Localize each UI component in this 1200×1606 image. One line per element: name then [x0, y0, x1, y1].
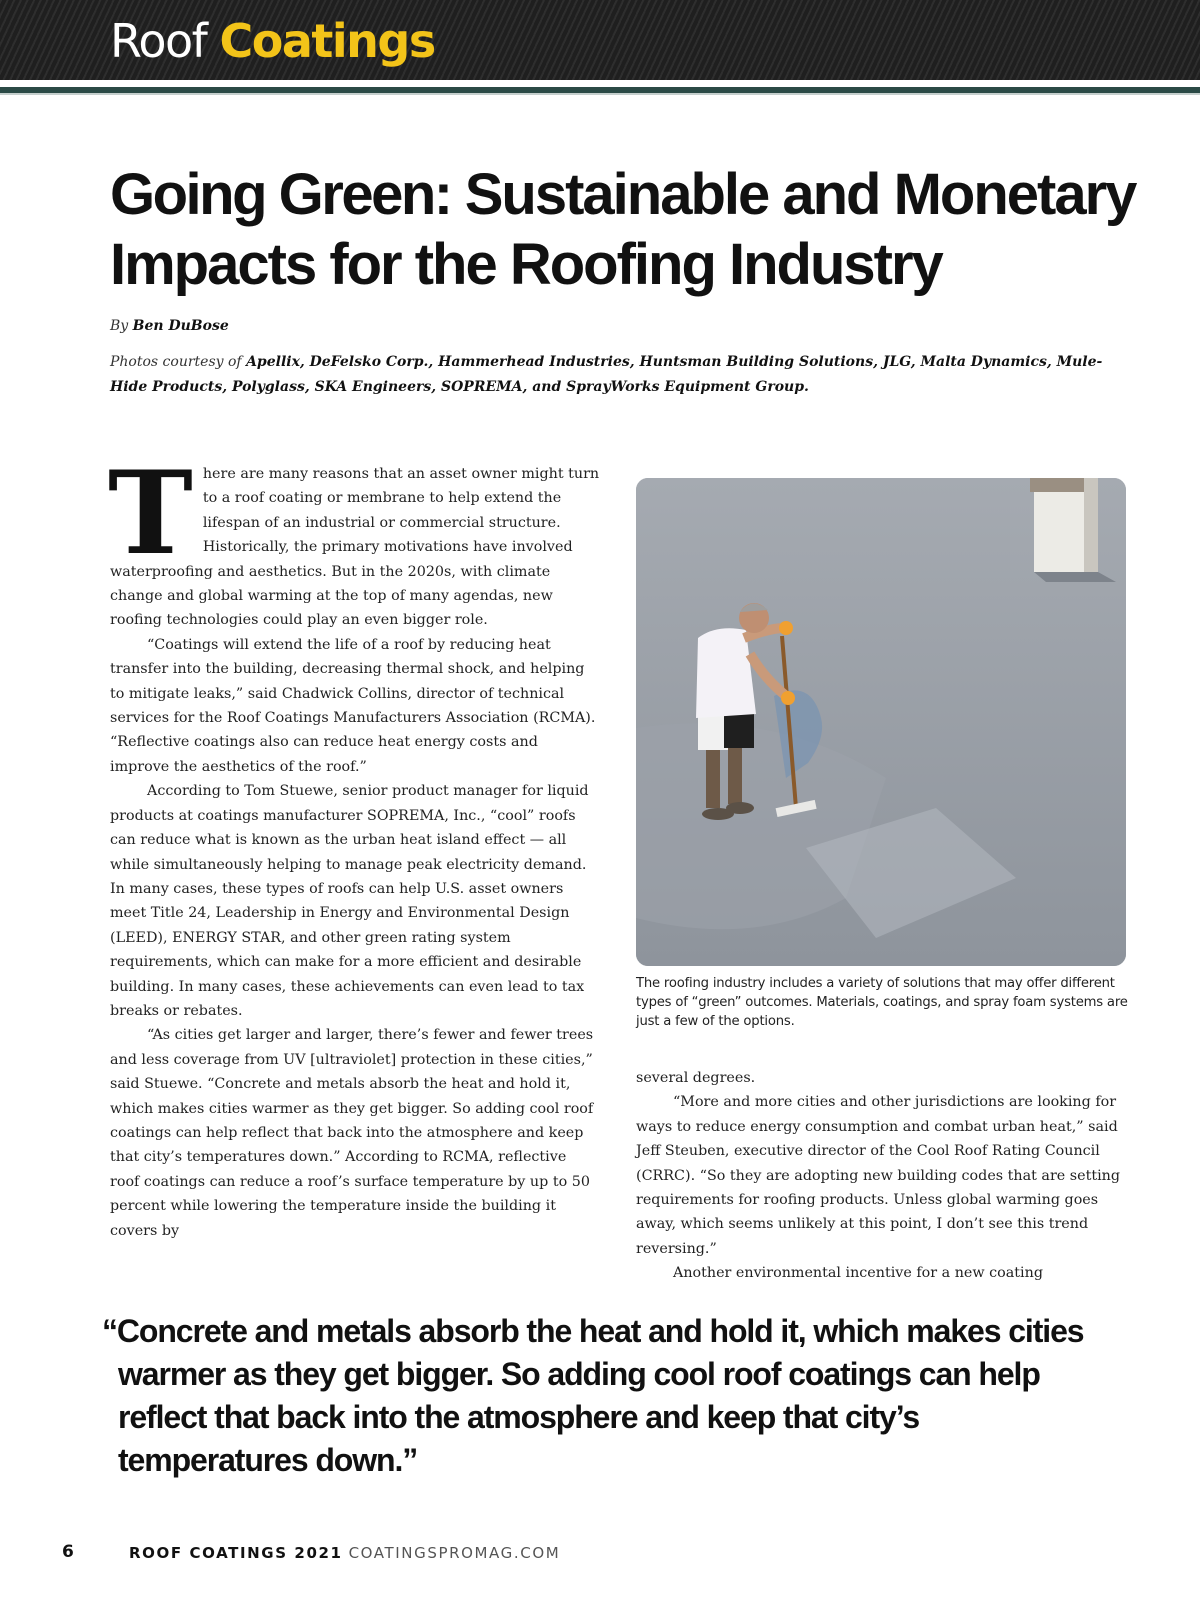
headline-rest: Sustainable and Monetary Impacts for the Roofing Industry	[110, 162, 1136, 297]
footer-issue: ROOF COATINGS 2021	[129, 1544, 343, 1562]
pull-quote: “Concrete and metals absorb the heat and hold it, which makes cities warmer as they get bigger. So adding cool roof coatings can help reflect that back into the atmosphere and keep that city’s temperatures down.”	[102, 1313, 1084, 1478]
body-paragraph: “More and more cities and other jurisdictions are looking for ways to reduce energy consumption and combat urban heat,” said Jeff Steuben, executive director of the Cool Roof Rating Council (CRRC). “So they are adopting new building codes that are setting requirements for roofing products. Unless global warming goes away, which seems unlikely at this point, I don’t see this trend reversing.”	[636, 1094, 1121, 1257]
roof-worker-photo	[636, 478, 1126, 966]
body-paragraph: “Coatings will extend the life of a roof by reducing heat transfer into the building, decreasing thermal shock, and helping to mitigate leaks,” said Chadwick Collins, director of technical services for the Roof Coatings Manufacturers Association (RCMA). “Reflective coatings also can reduce heat energy costs and improve the aesthetics of the roof.”	[110, 636, 596, 775]
paragraph-text: here are many reasons that an asset owner might turn to a roof coating or membrane to help extend the lifespan of an industrial or commercial structure. Historically, the primary motivations have involved waterproofing and aesthetics. But in the 2020s, with climate change and global warming at the top of many agendas, new roofing technologies could play an even bigger role.	[110, 466, 600, 629]
body-paragraph: Another environmental incentive for a new coating	[673, 1265, 1043, 1282]
body-column-left	[108, 446, 600, 1243]
photo-illustration	[636, 478, 1126, 966]
article-headline	[110, 160, 1170, 300]
body-paragraph: “As cities get larger and larger, there’s fewer and fewer trees and less coverage from UV [ultraviolet] protection in these cities,” said Stuewe. “Concrete and metals absorb the heat and hold it, which makes cities warmer as they get bigger. So adding cool roof coatings can help reflect that back into the atmosphere and keep that city’s temperatures down.” According to RCMA, reflective roof coatings can reduce a roof’s surface temperature by up to 50 percent while lowering the temperature inside the building it covers by	[110, 1027, 594, 1239]
section-title	[110, 12, 435, 70]
footer-folio	[129, 1544, 560, 1562]
body-column-right	[636, 1066, 1126, 1286]
credits-names: Apellix, DeFelsko Corp., Hammerhead Industries, Huntsman Building Solutions, JLG, Malta Dynamics, Mule-Hide Products, Polyglass, SKA Engineers, SOPREMA, and SprayWorks Equipment Group.	[110, 354, 1103, 395]
credits-prefix: Photos courtesy of	[110, 354, 242, 370]
drop-cap: T	[108, 446, 193, 580]
section-title-accent: Coatings	[219, 14, 435, 68]
author-name: Ben DuBose	[132, 318, 229, 334]
headline-lead: Going Green:	[110, 162, 451, 227]
page-number: 6	[62, 1542, 74, 1562]
photo-caption: The roofing industry includes a variety of solutions that may offer different types of “green” outcomes. Materials, coatings, and spray foam systems are just a few of the options.	[636, 976, 1128, 1029]
section-title-word: Roof	[110, 14, 207, 68]
photo-credits	[110, 350, 1130, 400]
footer-site: COATINGSPROMAG.COM	[348, 1544, 561, 1562]
body-paragraph: According to Tom Stuewe, senior product manager for liquid products at coatings manufacturer SOPREMA, Inc., “cool” roofs can reduce what is known as the urban heat island effect — all while simultaneously helping to manage peak electricity demand. In many cases, these types of roofs can help U.S. asset owners meet Title 24, Leadership in Energy and Environmental Design (LEED), ENERGY STAR, and other green rating system requirements, which can make for a more efficient and desirable building. In many cases, these achievements can even lead to tax breaks or rebates.	[110, 783, 589, 1019]
byline-prefix: By	[110, 318, 129, 334]
byline	[110, 318, 229, 334]
section-header	[0, 0, 1200, 80]
body-paragraph: several degrees.	[636, 1070, 756, 1086]
body-paragraph	[108, 446, 600, 633]
header-rule-light	[0, 93, 1200, 95]
